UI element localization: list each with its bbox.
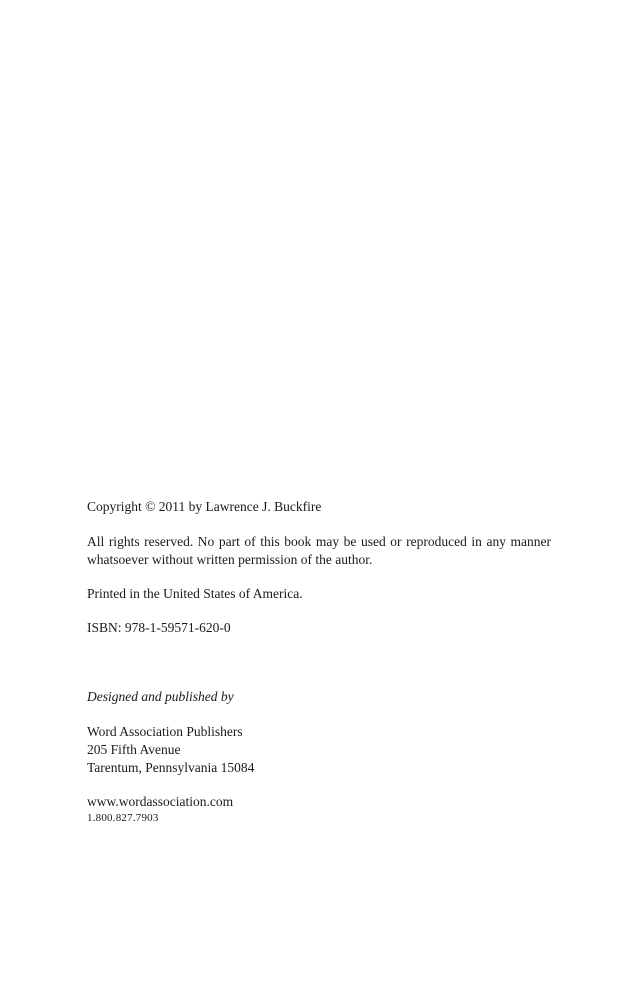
publisher-street: 205 Fifth Avenue (87, 742, 181, 757)
publisher-website: www.wordassociation.com (87, 794, 234, 809)
designed-published-by: Designed and published by (87, 689, 234, 704)
publisher-city: Tarentum, Pennsylvania 15084 (87, 760, 255, 775)
publisher-phone: 1.800.827.7903 (87, 812, 159, 824)
printed-in-notice: Printed in the United States of America. (87, 586, 303, 601)
rights-statement: All rights reserved. No part of this book may be used or reproduced in any manner whatsoever without written permission of the author. (87, 534, 551, 567)
publisher-name: Word Association Publishers (87, 724, 243, 739)
isbn-number: ISBN: 978-1-59571-620-0 (87, 620, 231, 635)
publisher-address (87, 723, 551, 777)
copyright-notice: Copyright © 2011 by Lawrence J. Buckfire (87, 499, 322, 514)
